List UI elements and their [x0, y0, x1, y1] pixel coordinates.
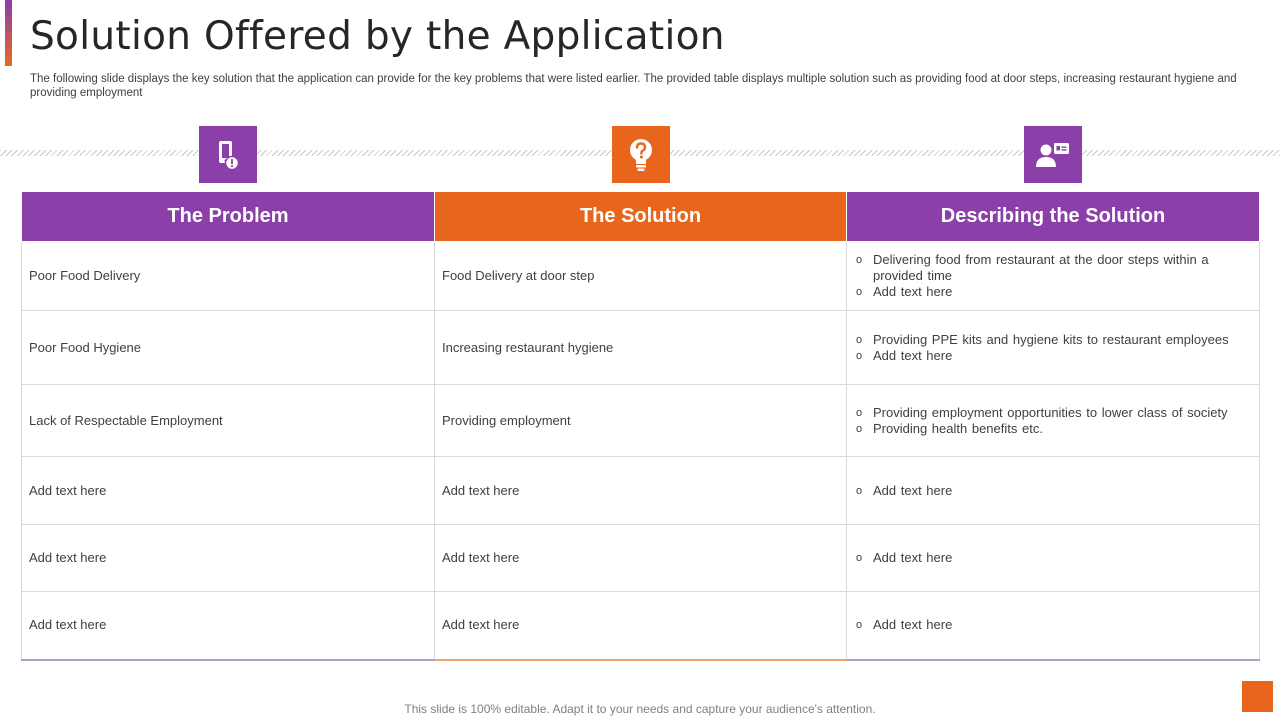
description-cell: [847, 385, 1260, 457]
table-row: [22, 242, 1260, 311]
bullet-item: o Delivering food from restaurant at the door steps within a provided time: [854, 252, 1252, 284]
bullet-item: o Add text here: [854, 550, 1252, 566]
solution-icon-box: [612, 126, 670, 183]
table-row: [22, 311, 1260, 385]
description-cell: [847, 242, 1260, 311]
description-cell: [847, 525, 1260, 592]
solution-cell: Food Delivery at door step: [435, 242, 847, 311]
solution-cell: Add text here: [435, 592, 847, 660]
header-problem: The Problem: [22, 192, 435, 242]
problem-cell: Add text here: [22, 525, 435, 592]
bullet-item: o Add text here: [854, 284, 1252, 300]
problem-cell: Poor Food Hygiene: [22, 311, 435, 385]
solution-cell: Increasing restaurant hygiene: [435, 311, 847, 385]
description-cell: [847, 311, 1260, 385]
table-row: [22, 457, 1260, 525]
header-solution: The Solution: [435, 192, 847, 242]
footer-note: This slide is 100% editable. Adapt it to your needs and capture your audience's attention.: [404, 702, 876, 716]
problem-cell: Add text here: [22, 592, 435, 660]
table-row: [22, 525, 1260, 592]
solution-cell: Providing employment: [435, 385, 847, 457]
user-id-card-icon: [1035, 140, 1071, 170]
table-row: [22, 385, 1260, 457]
solution-table: [21, 191, 1260, 661]
bullet-item: o Providing PPE kits and hygiene kits to restaurant employees: [854, 332, 1252, 348]
bullet-item: o Add text here: [854, 348, 1252, 364]
bullet-item: o Providing health benefits etc.: [854, 421, 1252, 437]
problem-cell: Add text here: [22, 457, 435, 525]
description-cell: [847, 592, 1260, 660]
table-header-row: [22, 192, 1260, 242]
problem-cell: Poor Food Delivery: [22, 242, 435, 311]
bullet-item: o Add text here: [854, 617, 1252, 633]
bullet-item: o Providing employment opportunities to lower class of society: [854, 405, 1252, 421]
table-row: [22, 592, 1260, 660]
bullet-item: o Add text here: [854, 483, 1252, 499]
mobile-alert-icon: [213, 138, 243, 172]
solution-cell: Add text here: [435, 525, 847, 592]
header-description: Describing the Solution: [847, 192, 1260, 242]
slide-title: Solution Offered by the Application: [30, 14, 725, 59]
lightbulb-question-icon: [626, 137, 656, 173]
description-cell: [847, 457, 1260, 525]
problem-icon-box: [199, 126, 257, 183]
description-icon-box: [1024, 126, 1082, 183]
title-accent-bar: [5, 0, 12, 66]
slide-subtitle: The following slide displays the key solution that the application can provide for the key problems that were listed earlier. The provided table displays multiple solution such as providing food at door steps, increasing restaurant hygiene and providing employment: [30, 73, 1237, 99]
solution-cell: Add text here: [435, 457, 847, 525]
problem-cell: Lack of Respectable Employment: [22, 385, 435, 457]
corner-accent-square: [1242, 681, 1273, 712]
